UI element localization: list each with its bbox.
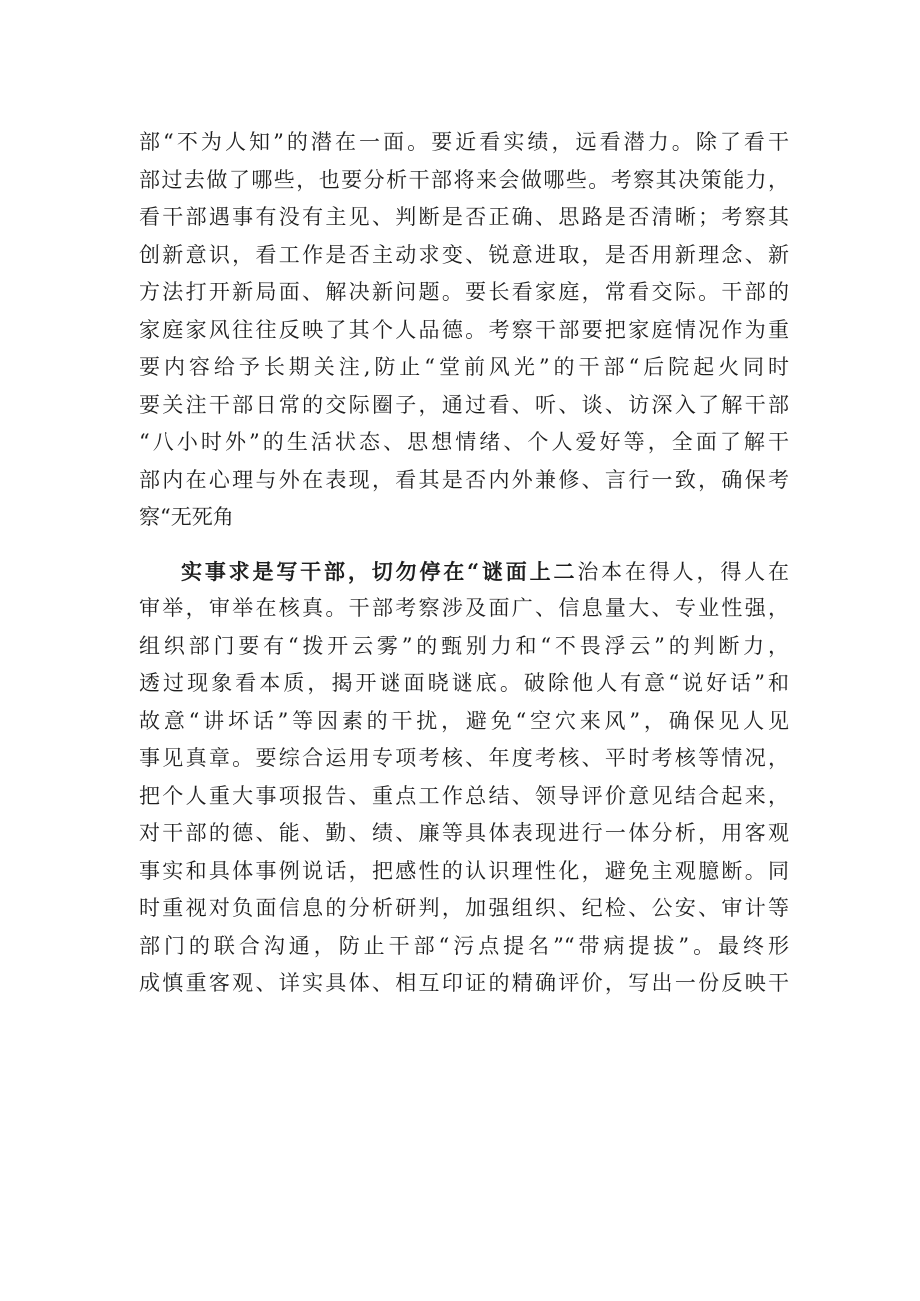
text-line: 部内在心理与外在表现，看其是否内外兼修、言行一致，确保考	[139, 467, 789, 492]
paragraph-gap	[139, 537, 789, 553]
text-line: 家庭家风往往反映了其个人品德。考察干部要把家庭情况作为重	[139, 317, 789, 342]
text-line: “八小时外”的生活状态、思想情绪、个人爱好等，全面了解干	[139, 430, 789, 454]
paragraph-2	[139, 553, 789, 1003]
text-line: 方法打开新局面、解决新问题。要长看家庭，常看交际。干部的	[139, 280, 789, 304]
text-span: 治本在得人，得人在	[577, 559, 790, 584]
text-line: 把个人重大事项报告、重点工作总结、领导评价意见结合起来，	[139, 783, 789, 808]
text-line: 看干部遇事有没有主见、判断是否正确、思路是否清晰；考察其	[139, 205, 789, 229]
text-line: 部门的联合沟通，防止干部“污点提名”“带病提拔”。最终形	[139, 933, 789, 958]
paragraph-first-line	[139, 553, 789, 591]
text-line: 部过去做了哪些，也要分析干部将来会做哪些。考察其决策能力，	[139, 167, 789, 192]
text-line: 透过现象看本质，揭开谜面晓谜底。破除他人有意“说好话”和	[139, 671, 789, 695]
text-line: 创新意识，看工作是否主动求变、锐意进取，是否用新理念、新	[139, 242, 789, 267]
body-text	[139, 124, 789, 1003]
text-line: 事实和具体事例说话，把感性的认识理性化，避免主观臆断。同	[139, 858, 789, 883]
text-line: 事见真章。要综合运用专项考核、年度考核、平时考核等情况，	[139, 746, 789, 770]
section-heading: 实事求是写干部，切勿停在“谜面上二	[181, 558, 578, 584]
text-line: 成慎重客观、详实具体、相互印证的精确评价，写出一份反映干	[139, 971, 789, 995]
text-line: 对干部的德、能、勤、绩、廉等具体表现进行一体分析，用客观	[139, 821, 789, 845]
text-line: 要关注干部日常的交际圈子，通过看、听、谈、访深入了解干部	[139, 392, 789, 417]
text-line: 察“无死角	[139, 505, 234, 529]
text-line: 要内容给予长期关注,防止“堂前风光”的干部“后院起火同时	[139, 355, 789, 379]
text-line: 组织部门要有“拨开云雾”的甄别力和“不畏浮云”的判断力，	[139, 633, 789, 658]
text-line: 故意“讲坏话”等因素的干扰，避免“空穴来风”，确保见人见	[139, 708, 789, 733]
text-line: 时重视对负面信息的分析研判，加强组织、纪检、公安、审计等	[139, 896, 789, 920]
text-line: 审举，审举在核真。干部考察涉及面广、信息量大、专业性强，	[139, 596, 789, 620]
text-line: 部“不为人知”的潜在一面。要近看实绩，远看潜力。除了看干	[139, 130, 789, 154]
paragraph-1	[139, 124, 789, 537]
